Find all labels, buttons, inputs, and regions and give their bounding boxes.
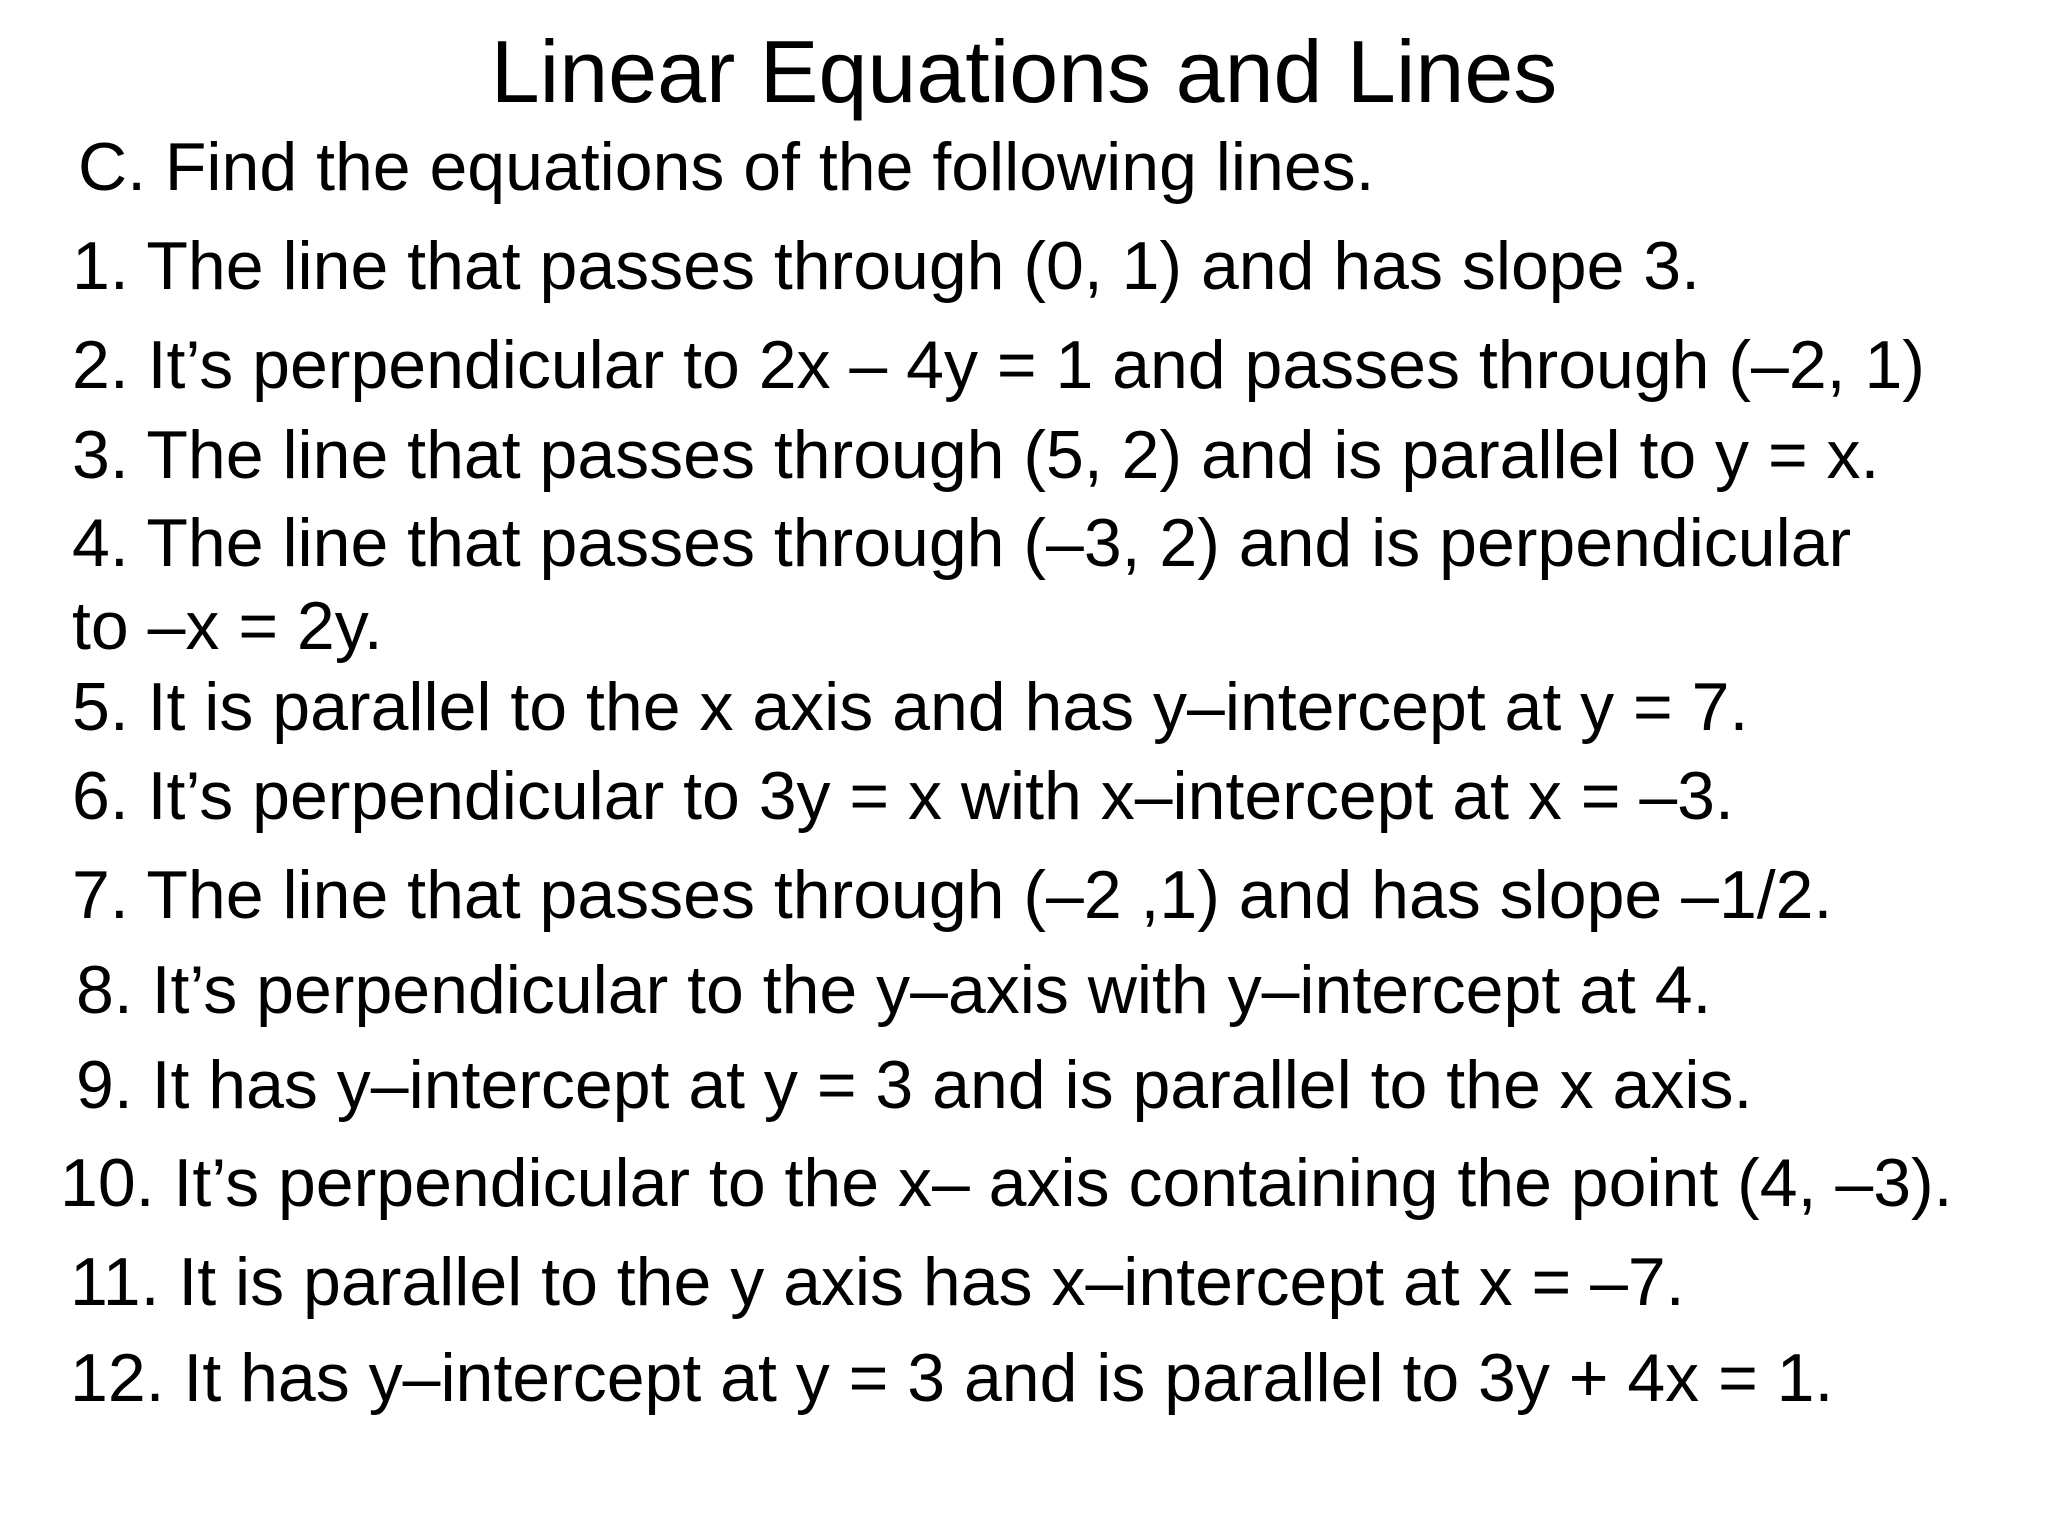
problem-5: 5. It is parallel to the x axis and has y–intercept at y = 7. <box>72 669 1749 745</box>
problem-6: 6. It’s perpendicular to 3y = x with x–intercept at x = –3. <box>72 758 1734 834</box>
problem-12: 12. It has y–intercept at y = 3 and is parallel to 3y + 4x = 1. <box>70 1340 1834 1416</box>
instruction-text: C. Find the equations of the following lines. <box>78 129 1375 205</box>
problem-2: 2. It’s perpendicular to 2x – 4y = 1 and passes through (–2, 1) <box>72 327 1925 403</box>
problem-9: 9. It has y–intercept at y = 3 and is parallel to the x axis. <box>76 1047 1753 1123</box>
problem-11: 11. It is parallel to the y axis has x–intercept at x = –7. <box>70 1244 1685 1320</box>
slide-title: Linear Equations and Lines <box>490 22 1558 121</box>
problem-1: 1. The line that passes through (0, 1) and has slope 3. <box>72 228 1701 304</box>
problem-3: 3. The line that passes through (5, 2) and is parallel to y = x. <box>72 417 1880 493</box>
problem-4: 4. The line that passes through (–3, 2) and is perpendicular <box>72 505 1852 581</box>
problem-8: 8. It’s perpendicular to the y–axis with y–intercept at 4. <box>76 952 1712 1028</box>
problem-10: 10. It’s perpendicular to the x– axis containing the point (4, –3). <box>60 1145 1953 1221</box>
problem-4-continuation: to –x = 2y. <box>72 588 383 664</box>
problem-7: 7. The line that passes through (–2 ,1) and has slope –1/2. <box>72 857 1833 933</box>
